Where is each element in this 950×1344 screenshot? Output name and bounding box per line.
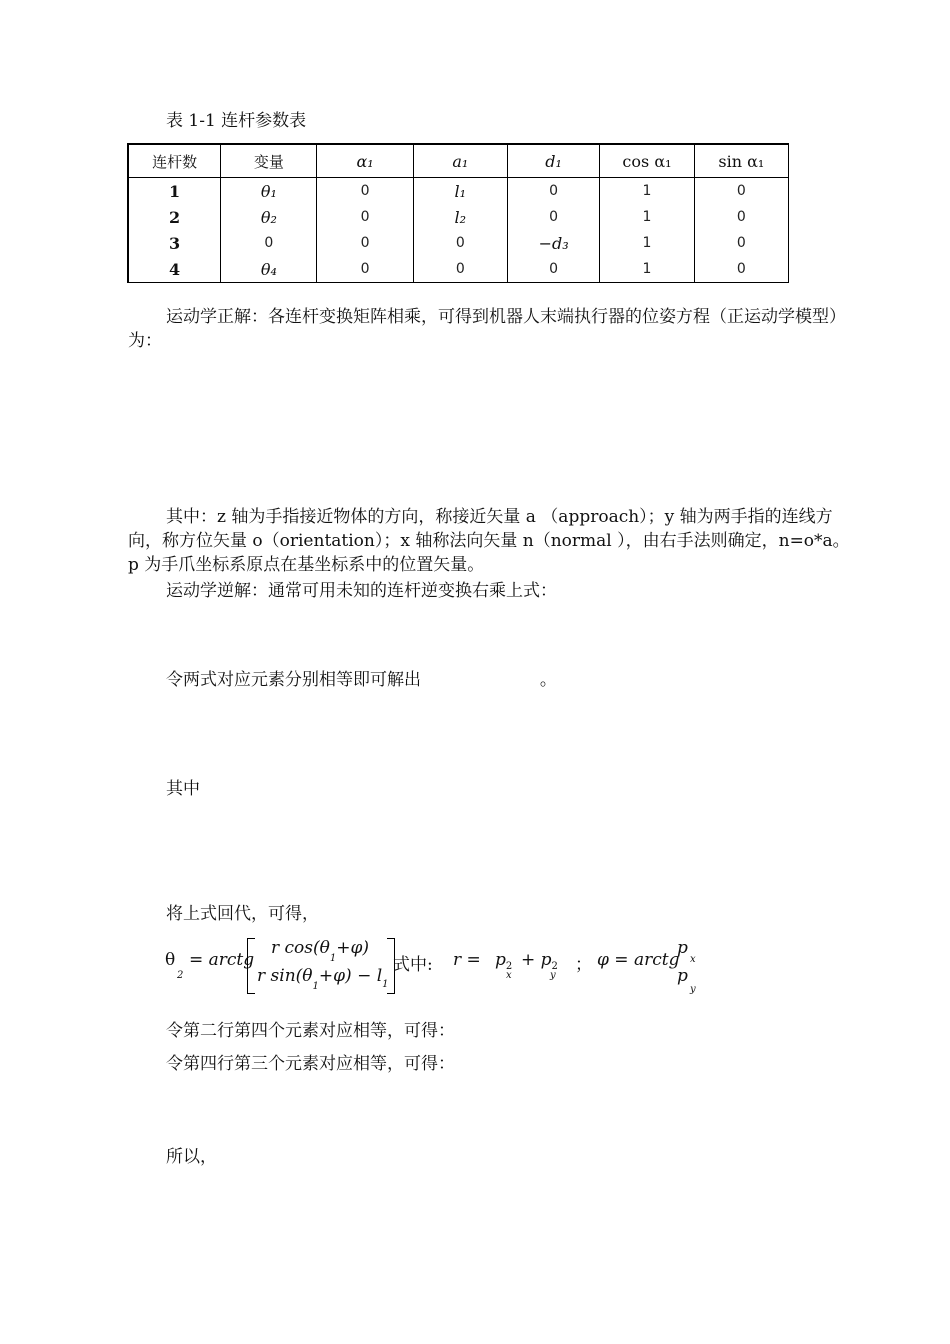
- header-link-number: 连杆数: [128, 144, 221, 178]
- formula-denominator: r $\sin(\theta_1+\varphi) - l_1$: [257, 966, 389, 992]
- formula-frac-den-sub: y: [690, 984, 696, 995]
- table-cell: 0: [694, 256, 788, 283]
- table-cell: θ₁: [221, 178, 317, 205]
- formula-px: $p_2$: [495, 950, 513, 972]
- formula-numerator: r $\cos(\theta_1+\varphi)$: [271, 938, 370, 964]
- table-caption: 表 1-1 连杆参数表: [166, 111, 307, 131]
- formula-theta-sub: 2: [177, 970, 184, 981]
- formula-px-sub: x: [506, 970, 512, 981]
- table-cell: θ₂: [221, 204, 317, 230]
- table-cell: 0: [507, 256, 599, 283]
- formula-r-eq: r =: [453, 950, 481, 970]
- table-cell: 0: [413, 256, 507, 283]
- table-cell: 0: [507, 204, 599, 230]
- table-cell: l₂: [413, 204, 507, 230]
- formula-frac-den: p: [677, 966, 688, 986]
- header-cos-alpha: cos α₁: [600, 144, 694, 178]
- table-cell: 0: [694, 204, 788, 230]
- paragraph-where: 其中: [166, 779, 200, 799]
- paragraph-solve-equal: [166, 668, 557, 692]
- table-cell: 1: [600, 178, 694, 205]
- formula-semicolon: ；: [575, 955, 592, 975]
- header-d: d₁: [507, 144, 599, 178]
- header-sin-alpha: sin α₁: [694, 144, 788, 178]
- formula-frac-num-sub: x: [690, 954, 696, 965]
- paragraph-therefore: 所以，: [166, 1147, 217, 1167]
- table-cell: 2: [128, 204, 221, 230]
- paragraph-vector-definitions: 其中：z 轴为手指接近物体的方向，称接近矢量 a （approach）；y 轴为两手指的连线方向，称方位矢量 o（orientation）；x 轴称法向矢量 n（normal ），由右手法则确定，n=o*a。p 为手爪坐标系原点在基坐标系中的位置矢量。: [128, 507, 850, 575]
- solve-equal-text: 令两式对应元素分别相等即可解出: [166, 670, 421, 690]
- table-row: [128, 230, 789, 256]
- table-row: [128, 256, 789, 283]
- table-cell: 0: [413, 230, 507, 256]
- formula-py: + $p_2$: [521, 950, 558, 972]
- table-cell: 0: [317, 256, 413, 283]
- formula-phi-eq: φ = arctg: [597, 950, 680, 970]
- theta2-formula: [165, 932, 725, 1002]
- header-a: a₁: [413, 144, 507, 178]
- link-parameter-table: [127, 143, 789, 283]
- formula-eq-arctg: = arctg: [189, 950, 255, 970]
- table-cell: l₁: [413, 178, 507, 205]
- table-cell: 0: [507, 178, 599, 205]
- paragraph-forward-kinematics: 运动学正解：各连杆变换矩阵相乘，可得到机器人末端执行器的位姿方程（正运动学模型）为：: [128, 307, 846, 351]
- formula-frac-num: p: [677, 938, 688, 958]
- header-variable: 变量: [221, 144, 317, 178]
- header-alpha: α₁: [317, 144, 413, 178]
- table-cell: 0: [317, 230, 413, 256]
- table-row: [128, 178, 789, 205]
- left-bracket: [247, 938, 255, 994]
- table-cell: 0: [694, 178, 788, 205]
- table-row: [128, 204, 789, 230]
- table-header-row: [128, 144, 789, 178]
- table-cell: 0: [317, 204, 413, 230]
- table-cell: 1: [600, 256, 694, 283]
- table-cell: −d₃: [507, 230, 599, 256]
- table-cell: 0: [317, 178, 413, 205]
- table-cell: θ₄: [221, 256, 317, 283]
- table-cell: 4: [128, 256, 221, 283]
- table-cell: 1: [600, 230, 694, 256]
- solve-equal-period: 。: [539, 670, 557, 690]
- table-cell: 0: [221, 230, 317, 256]
- paragraph-row4-col3: 令第四行第三个元素对应相等，可得：: [166, 1054, 455, 1074]
- table-cell: 3: [128, 230, 221, 256]
- paragraph-inverse-kinematics: 运动学逆解：通常可用未知的连杆逆变换右乘上式：: [166, 581, 557, 601]
- formula-theta: θ: [165, 950, 176, 970]
- paragraph-row2-col4: 令第二行第四个元素对应相等，可得：: [166, 1021, 455, 1041]
- table-cell: 1: [600, 204, 694, 230]
- formula-py-sub: y: [550, 970, 556, 981]
- formula-mid-text: 式中:: [393, 955, 433, 975]
- table-cell: 0: [694, 230, 788, 256]
- paragraph-substitute: 将上式回代，可得，: [166, 904, 319, 924]
- table-cell: 1: [128, 178, 221, 205]
